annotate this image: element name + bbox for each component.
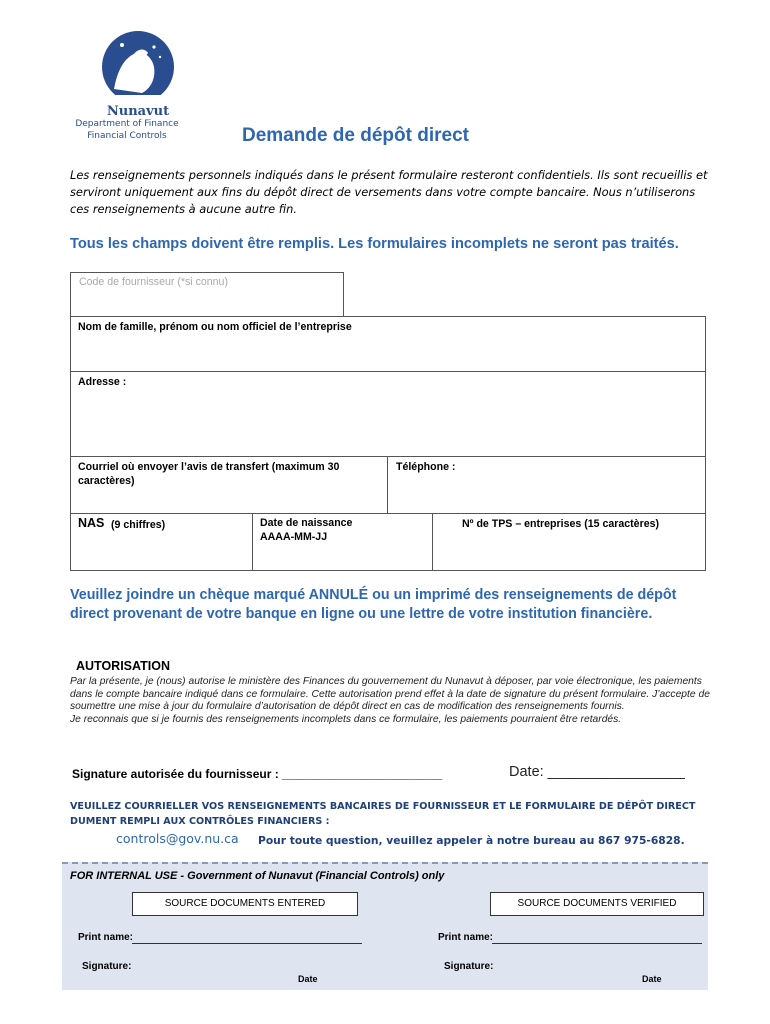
- attach-notice: Veuillez joindre un chèque marqué ANNULÉ ou un imprimé des renseignements de dépôt direct provenant de votre banque en ligne ou une lettre de votre institution financière.: [70, 587, 677, 622]
- contact-phone-text: Pour toute question, veuillez appeler à notre bureau au 867 975-6828.: [258, 834, 685, 847]
- required-notice: Tous les champs doivent être remplis. Les formulaires incomplets ne seront pas traités.: [70, 236, 679, 252]
- division-name: Financial Controls: [87, 131, 167, 141]
- authorization-text: [70, 676, 710, 726]
- print-name-line-right[interactable]: [492, 943, 702, 944]
- source-entered-box[interactable]: SOURCE DOCUMENTS ENTERED: [132, 892, 358, 916]
- sin-note: (9 chiffres): [111, 519, 166, 531]
- email-label: Courriel où envoyer l’avis de transfert (maximum 30 caractères): [78, 461, 340, 487]
- address-field[interactable]: [70, 371, 706, 457]
- name-label: Nom de famille, prénom ou nom officiel de l’entreprise: [78, 321, 352, 333]
- phone-label: Téléphone :: [396, 461, 456, 473]
- internal-use-heading: FOR INTERNAL USE - Government of Nunavut (Financial Controls) only: [70, 870, 445, 882]
- sin-label: NAS: [78, 516, 105, 530]
- gst-number-field[interactable]: [432, 513, 706, 571]
- supplier-code-label: Code de fournisseur (*si connu): [79, 276, 228, 288]
- print-name-label-right: Print name:: [438, 932, 494, 943]
- date-label-right: Date: [642, 974, 662, 984]
- contact-email-link[interactable]: controls@gov.nu.ca: [116, 831, 239, 846]
- form-title: Demande de dépôt direct: [242, 125, 469, 146]
- signature-line[interactable]: Signature autorisée du fournisseur : ________________________: [72, 767, 443, 781]
- signature-label-left: Signature:: [82, 961, 132, 972]
- mail-notice: VEUILLEZ COURRIELLER VOS RENSEIGNEMENTS BANCAIRES DE FOURNISSEUR ET LE FORMULAIRE DE DÉPÔT DIRECT DUMENT REMPLI AUX CONTRÔLES FINANCIERS :: [70, 801, 696, 827]
- source-verified-box[interactable]: SOURCE DOCUMENTS VERIFIED: [490, 892, 704, 916]
- sin-field[interactable]: [70, 513, 253, 571]
- department-block: [62, 118, 192, 142]
- supplier-code-field[interactable]: [70, 272, 344, 317]
- nunavut-logo: [92, 27, 184, 119]
- birth-date-format: AAAA-MM-JJ: [260, 531, 328, 543]
- intro-paragraph: Les renseignements personnels indiqués dans le présent formulaire resteront confidentiels. Ils sont recueillis et serviront uniquement aux fins du dépôt direct de versements dans votre compte bancaire. Nous n’utiliserons ces renseignements à aucune autre fin.: [70, 168, 708, 216]
- birth-date-field[interactable]: [252, 513, 433, 571]
- name-field[interactable]: [70, 316, 706, 372]
- logo-wordmark: Nunavut: [106, 104, 170, 119]
- authorization-acknowledgement: Je reconnais que si je fournis des renseignements incomplets dans ce formulaire, les paiements pourraient être retardés.: [70, 713, 622, 725]
- signature-label-right: Signature:: [444, 961, 494, 972]
- phone-field[interactable]: [387, 456, 706, 514]
- authorization-heading: AUTORISATION: [76, 659, 170, 673]
- date-label-left: Date: [298, 974, 318, 984]
- authorization-paragraph: Par la présente, je (nous) autorise le ministère des Finances du gouvernement du Nunavut à déposer, par voie électronique, les paiements dans le compte bancaire indiqué dans ce formulaire. Cette autorisation prend effet à la date de signature du présent formulaire. J’accepte de soumettre une mise à jour du formulaire d’autorisation de dépôt direct en cas de modification des renseignements fournis.: [70, 676, 710, 712]
- birth-date-label: Date de naissance: [260, 517, 353, 529]
- gst-number-label: Nº de TPS – entreprises (15 caractères): [462, 518, 660, 530]
- department-name: Department of Finance: [75, 119, 179, 129]
- date-line[interactable]: Date: _________________: [509, 764, 685, 780]
- print-name-label-left: Print name:: [78, 932, 134, 943]
- email-field[interactable]: [70, 456, 388, 514]
- internal-use-section: [62, 862, 708, 990]
- address-label: Adresse :: [78, 376, 127, 388]
- print-name-line-left[interactable]: [132, 943, 362, 944]
